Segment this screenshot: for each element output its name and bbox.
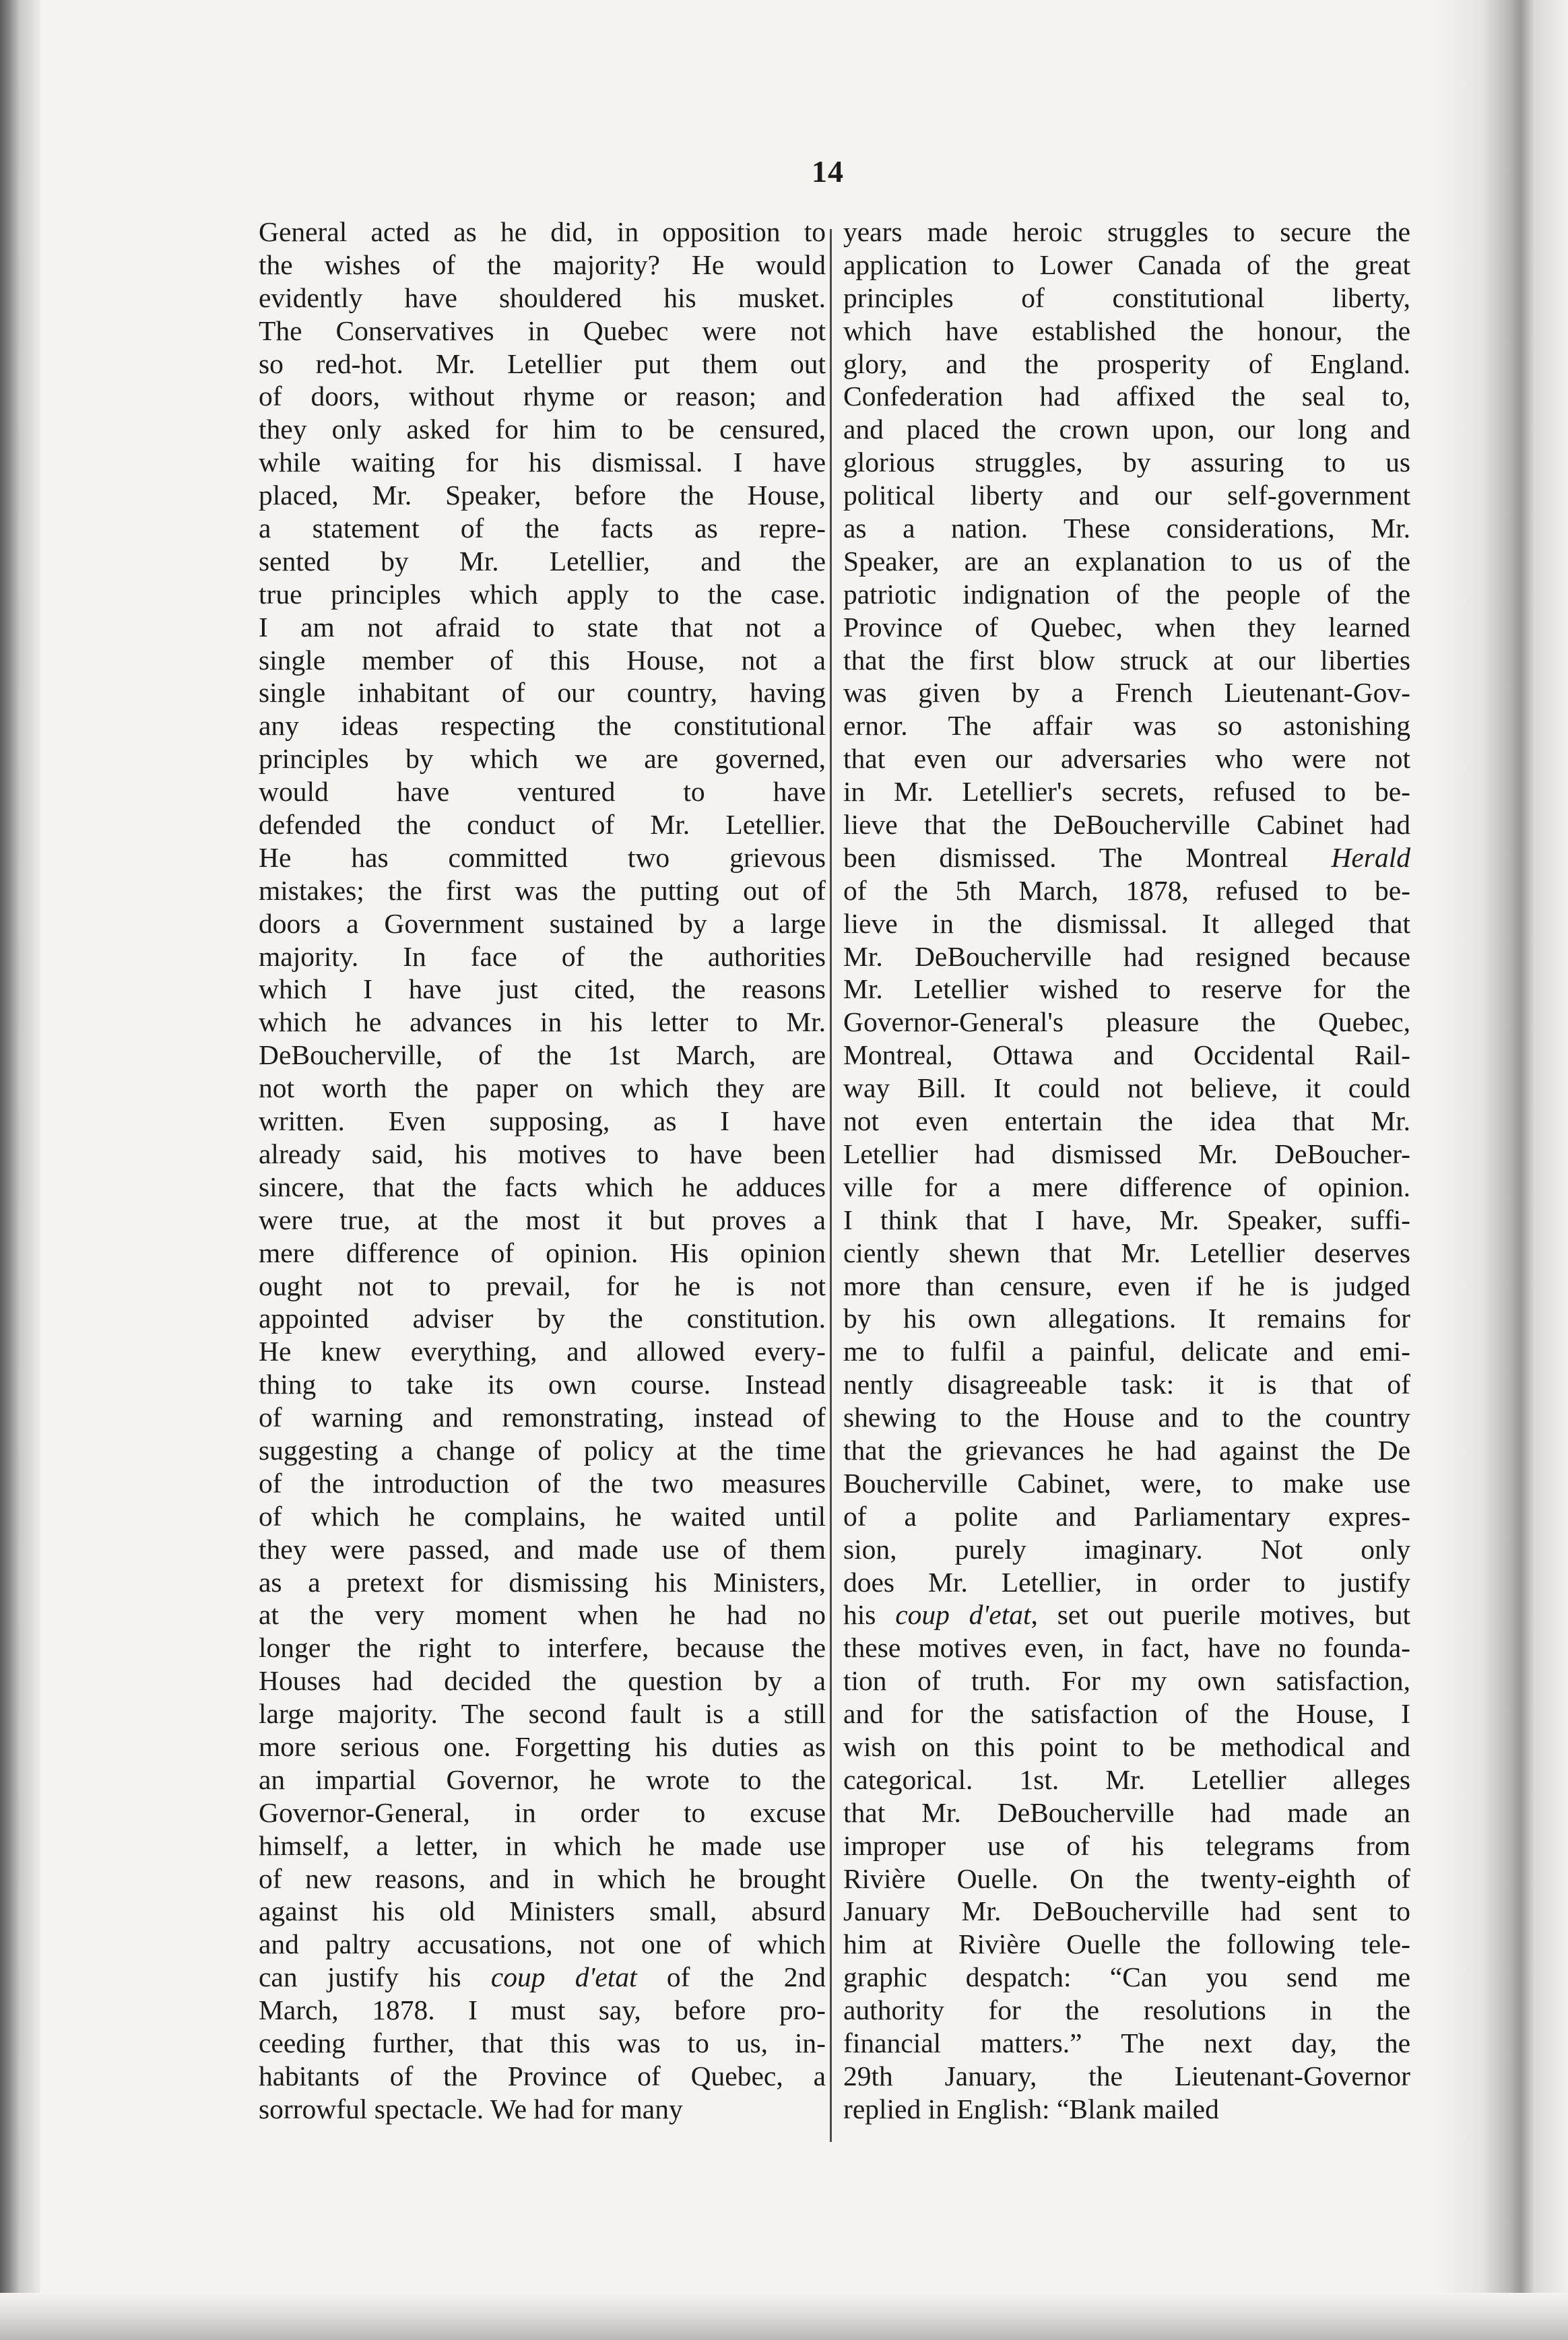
- text-line: while waiting for his dismissal. I have: [259, 447, 826, 478]
- text-line: 29th January, the Lieutenant-Governor: [843, 2060, 1410, 2091]
- italic-phrase: Herald: [1331, 841, 1410, 873]
- scan-edge-bottom: [0, 2293, 1568, 2340]
- text-line: an impartial Governor, he wrote to the: [259, 1763, 826, 1795]
- text-line: doors a Government sustained by a large: [259, 907, 826, 939]
- text-line: of the introduction of the two measures: [259, 1467, 826, 1499]
- text-line: sincere, that the facts which he adduces: [259, 1171, 826, 1202]
- text-line: Confederation had affixed the seal to,: [843, 381, 1410, 412]
- text-line: of warning and remonstrating, instead of: [259, 1402, 826, 1433]
- text-line: and paltry accusations, not one of which: [259, 1928, 826, 1960]
- text-line: single member of this House, not a: [259, 644, 826, 676]
- text-line: I am not afraid to state that not a: [259, 611, 826, 643]
- text-line: so red-hot. Mr. Letellier put them out: [259, 348, 826, 379]
- text-line: which he advances in his letter to Mr.: [259, 1006, 826, 1038]
- text-line: suggesting a change of policy at the time: [259, 1434, 826, 1466]
- text-line: I think that I have, Mr. Speaker, suffi-: [843, 1204, 1410, 1235]
- text-line: of the 5th March, 1878, refused to be-: [843, 874, 1410, 906]
- text-line: General acted as he did, in opposition to: [259, 216, 826, 247]
- text-line: lieve that the DeBoucherville Cabinet had: [843, 809, 1410, 841]
- text-line: does Mr. Letellier, in order to justify: [843, 1566, 1410, 1598]
- text-line: more serious one. Forgetting his duties as: [259, 1730, 826, 1762]
- text-line: authority for the resolutions in the: [843, 1994, 1410, 2026]
- text-line: Governor-General, in order to excuse: [259, 1796, 826, 1828]
- text-line: replied in English: “Blank mailed: [843, 2093, 1219, 2124]
- text-line: mistakes; the first was the putting out of: [259, 874, 826, 906]
- text-line: sented by Mr. Letellier, and the: [259, 545, 826, 577]
- text-line: glory, and the prosperity of England.: [843, 348, 1410, 379]
- text-line: Rivière Ouelle. On the twenty-eighth of: [843, 1862, 1410, 1894]
- text-line: of doors, without rhyme or reason; and: [259, 381, 826, 412]
- text-line: way Bill. It could not believe, it could: [843, 1072, 1410, 1104]
- text-line: not even entertain the idea that Mr.: [843, 1105, 1410, 1137]
- text-line: me to fulfil a painful, delicate and emi-: [843, 1336, 1410, 1367]
- page-number: 14: [812, 154, 844, 189]
- text-line: defended the conduct of Mr. Letellier.: [259, 809, 826, 841]
- text-line: Montreal, Ottawa and Occidental Rail-: [843, 1039, 1410, 1071]
- text-line: thing to take its own course. Instead: [259, 1369, 826, 1400]
- text-line: and for the satisfaction of the House, I: [843, 1698, 1410, 1730]
- text-line: was given by a French Lieutenant-Gov-: [843, 677, 1410, 709]
- text-line: financial matters.” The next day, the: [843, 2027, 1410, 2058]
- text-line: against his old Ministers small, absurd: [259, 1895, 826, 1927]
- text-line: He has committed two grievous: [259, 841, 826, 873]
- text-line: Letellier had dismissed Mr. DeBoucher-: [843, 1138, 1410, 1169]
- text-line: ciently shewn that Mr. Letellier deserves: [843, 1237, 1410, 1268]
- column-divider: [830, 229, 832, 2142]
- right-text-column: [843, 216, 1410, 2126]
- text-line: of which he complains, he waited until: [259, 1500, 826, 1532]
- text-line: years made heroic struggles to secure the: [843, 216, 1410, 247]
- text-line: any ideas respecting the constitutional: [259, 710, 826, 742]
- text-line: sion, purely imaginary. Not only: [843, 1533, 1410, 1565]
- italic-phrase: coup d'etat: [490, 1961, 637, 1993]
- text-line: political liberty and our self-government: [843, 480, 1410, 511]
- text-line: habitants of the Province of Quebec, a: [259, 2060, 826, 2091]
- text-line: they only asked for him to be censured,: [259, 414, 826, 445]
- text-line: of new reasons, and in which he brought: [259, 1862, 826, 1894]
- text-line: as a pretext for dismissing his Ministers,: [259, 1566, 826, 1598]
- text-line: placed, Mr. Speaker, before the House,: [259, 480, 826, 511]
- text-line: ville for a mere difference of opinion.: [843, 1171, 1410, 1202]
- text-line: majority. In face of the authorities: [259, 940, 826, 972]
- text-line: that Mr. DeBoucherville had made an: [843, 1796, 1410, 1828]
- text-line: written. Even supposing, as I have: [259, 1105, 826, 1137]
- text-line: Mr. DeBoucherville had resigned because: [843, 940, 1410, 972]
- text-line: ought not to prevail, for he is not: [259, 1270, 826, 1301]
- text-line: Mr. Letellier wished to reserve for the: [843, 973, 1410, 1005]
- text-line: categorical. 1st. Mr. Letellier alleges: [843, 1763, 1410, 1795]
- text-line: and placed the crown upon, our long and: [843, 414, 1410, 445]
- text-line: single inhabitant of our country, having: [259, 677, 826, 709]
- left-text-column: [259, 216, 826, 2126]
- text-line: in Mr. Letellier's secrets, refused to be-: [843, 776, 1410, 808]
- text-line: as a nation. These considerations, Mr.: [843, 513, 1410, 544]
- text-line: him at Rivière Ouelle the following tele-: [843, 1928, 1410, 1960]
- text-line: of a polite and Parliamentary expres-: [843, 1500, 1410, 1532]
- text-line: wish on this point to be methodical and: [843, 1730, 1410, 1762]
- text-line: ceeding further, that this was to us, in-: [259, 2027, 826, 2058]
- text-line: tion of truth. For my own satisfaction,: [843, 1665, 1410, 1697]
- text-line: longer the right to interfere, because the: [259, 1632, 826, 1664]
- text-line: can justify his coup d'etat of the 2nd: [259, 1961, 826, 1993]
- scan-edge-right: [1433, 0, 1568, 2340]
- text-line: principles by which we are governed,: [259, 743, 826, 775]
- text-line: were true, at the most it but proves a: [259, 1204, 826, 1235]
- text-line: a statement of the facts as repre-: [259, 513, 826, 544]
- text-line: true principles which apply to the case.: [259, 578, 826, 610]
- text-line: The Conservatives in Quebec were not: [259, 315, 826, 346]
- text-line: Speaker, are an explanation to us of the: [843, 545, 1410, 577]
- text-line: improper use of his telegrams from: [843, 1829, 1410, 1861]
- text-line: would have ventured to have: [259, 776, 826, 808]
- text-line: which I have just cited, the reasons: [259, 973, 826, 1005]
- text-line: mere difference of opinion. His opinion: [259, 1237, 826, 1268]
- text-line: ernor. The affair was so astonishing: [843, 710, 1410, 742]
- text-line: his coup d'etat, set out puerile motives, but: [843, 1599, 1410, 1631]
- text-line: Boucherville Cabinet, were, to make use: [843, 1467, 1410, 1499]
- text-line: January Mr. DeBoucherville had sent to: [843, 1895, 1410, 1927]
- text-line: evidently have shouldered his musket.: [259, 282, 826, 313]
- text-line: that even our adversaries who were not: [843, 743, 1410, 775]
- text-line: been dismissed. The Montreal Herald: [843, 841, 1410, 873]
- text-line: lieve in the dismissal. It alleged that: [843, 907, 1410, 939]
- text-line: March, 1878. I must say, before pro-: [259, 1994, 826, 2026]
- text-line: which have established the honour, the: [843, 315, 1410, 346]
- text-line: these motives even, in fact, have no founda-: [843, 1632, 1410, 1664]
- text-line: graphic despatch: “Can you send me: [843, 1961, 1410, 1993]
- text-line: that the grievances he had against the De: [843, 1434, 1410, 1466]
- scan-edge-left: [0, 0, 40, 2340]
- text-line: application to Lower Canada of the great: [843, 249, 1410, 280]
- text-line: they were passed, and made use of them: [259, 1533, 826, 1565]
- text-line: Governor-General's pleasure the Quebec,: [843, 1006, 1410, 1038]
- text-line: patriotic indignation of the people of the: [843, 578, 1410, 610]
- text-line: He knew everything, and allowed every-: [259, 1336, 826, 1367]
- text-line: already said, his motives to have been: [259, 1138, 826, 1169]
- text-line: the wishes of the majority? He would: [259, 249, 826, 280]
- italic-phrase: coup d'etat: [895, 1599, 1031, 1631]
- text-line: shewing to the House and to the country: [843, 1402, 1410, 1433]
- text-line: Province of Quebec, when they learned: [843, 611, 1410, 643]
- text-line: by his own allegations. It remains for: [843, 1303, 1410, 1334]
- text-line: DeBoucherville, of the 1st March, are: [259, 1039, 826, 1071]
- text-line: Houses had decided the question by a: [259, 1665, 826, 1697]
- text-line: himself, a letter, in which he made use: [259, 1829, 826, 1861]
- text-line: more than censure, even if he is judged: [843, 1270, 1410, 1301]
- text-line: glorious struggles, by assuring to us: [843, 447, 1410, 478]
- text-line: appointed adviser by the constitution.: [259, 1303, 826, 1334]
- text-line: nently disagreeable task: it is that of: [843, 1369, 1410, 1400]
- text-line: principles of constitutional liberty,: [843, 282, 1410, 313]
- text-line: that the first blow struck at our liberties: [843, 644, 1410, 676]
- text-line: at the very moment when he had no: [259, 1599, 826, 1631]
- text-line: large majority. The second fault is a still: [259, 1698, 826, 1730]
- text-line: not worth the paper on which they are: [259, 1072, 826, 1104]
- text-line: sorrowful spectacle. We had for many: [259, 2093, 683, 2124]
